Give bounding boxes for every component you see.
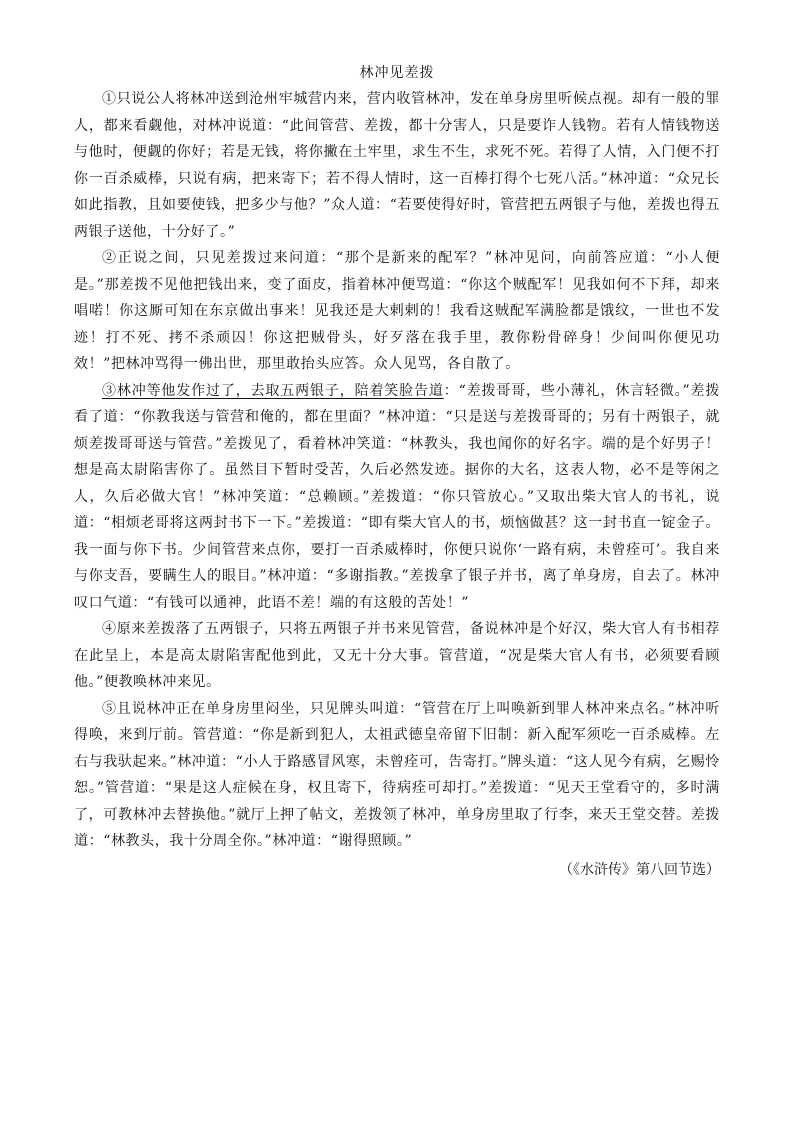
- paragraph-5: [74, 696, 720, 855]
- paragraph-1: [74, 86, 720, 245]
- paragraph-4-text: ④原来差拨落了五两银子，只将五两银子并书来见管营，备说林冲是个好汉，柴大官人有书相荐在此呈上，本是高太尉陷害配他到此，又无十分大事。管营道，“况是柴大官人有书，必须要看顾他。”便教唤林冲来见。: [74, 621, 720, 690]
- source-citation: （《水浒传》第八回节选）: [559, 861, 720, 878]
- paragraph-5-text: ⑤且说林冲正在单身房里闷坐，只见牌头叫道：“管营在厅上叫唤新到罪人林冲来点名。”林冲听得唤，来到厅前。管营道：“你是新到犯人，太祖武德皇帝留下旧制：新入配军须吃一百杀威棒。左右与我驮起来。”林冲道：“小人于路感冒风寒，未曾痊可，告寄打。”牌头道：“这人见今有病，乞赐怜恕。”管营道：“果是这人症候在身，权且寄下，待病痊可却打。”差拨道：“见天王堂看守的，多时满了，可教林冲去替换他。”就厅上押了帖文，差拨领了林冲，单身房里取了行李，来天王堂交替。差拨道：“林教头，我十分周全你。”林冲道：“谢得照顾。”: [74, 700, 720, 849]
- paragraph-3-underlined: ③林冲等他发作过了，去取五两银子，陪着笑脸告道: [102, 382, 444, 399]
- paragraph-1-text: ①只说公人将林冲送到沧州牢城营内来，营内收管林冲，发在单身房里听候点视。却有一般的罪人，都来看觑他，对林冲说道：“此间管营、差拨，都十分害人，只是要诈人钱物。若有人情钱物送与他时，便觑的你好；若是无钱，将你撇在土牢里，求生不生，求死不死。若得了人情，入门便不打你一百杀威棒，只说有病，把来寄下；若不得人情时，这一百棒打得个七死八活。”林冲道：“众兄长如此指教，且如要使钱，把多少与他？”众人道：“若要使得好时，管营把五两银子与他，差拨也得五两银子送他，十分好了。”: [74, 91, 720, 240]
- document-title: 林冲见差拨: [359, 65, 435, 81]
- paragraph-3: [74, 378, 720, 617]
- paragraph-3-text: ：“差拨哥哥，些小薄礼，休言轻微。”差拨看了道：“你教我送与管营和俺的，都在里面？”林冲道：“只是送与差拨哥哥的；另有十两银子，就烦差拨哥哥送与管营。”差拨见了，看着林冲笑道：“林教头，我也闻你的好名字。端的是个好男子！想是高太尉陷害你了。虽然目下暂时受苦，久后必然发迹。据你的大名，这表人物，必不是等闲之人，久后必做大官！”林冲笑道：“总赖顾。”差拨道：“你只管放心。”又取出柴大官人的书礼，说道：“相烦老哥将这两封书下一下。”差拨道：“即有柴大官人的书，烦恼做甚？这一封书直一锭金子。我一面与你下书。少间管营来点你，要打一百杀威棒时，你便只说你‘一路有病，未曾痊可’。我自来与你支吾，要瞒生人的眼目。”林冲道：“多谢指教。”差拨拿了银子并书，离了单身房，自去了。林冲叹口气道：“有钱可以通神，此语不差！端的有这般的苦处！”: [74, 382, 720, 611]
- paragraph-2-text: ②正说之间，只见差拨过来问道：“那个是新来的配军？”林冲见问，向前答应道：“小人便是。”那差拨不见他把钱出来，变了面皮，指着林冲便骂道：“你这个贼配军！见我如何不下拜，却来唱喏！你这厮可知在东京做出事来！见我还是大剌剌的！我看这贼配军满脸都是饿纹，一世也不发迹！打不死、拷不杀顽囚！你这把贼骨头，好歹落在我手里，教你粉骨碎身！少间叫你便见功效！”把林冲骂得一佛出世，那里敢抬头应答。众人见骂，各自散了。: [74, 250, 720, 372]
- document-page: [74, 62, 720, 883]
- paragraph-4: [74, 616, 720, 696]
- paragraph-2: [74, 245, 720, 378]
